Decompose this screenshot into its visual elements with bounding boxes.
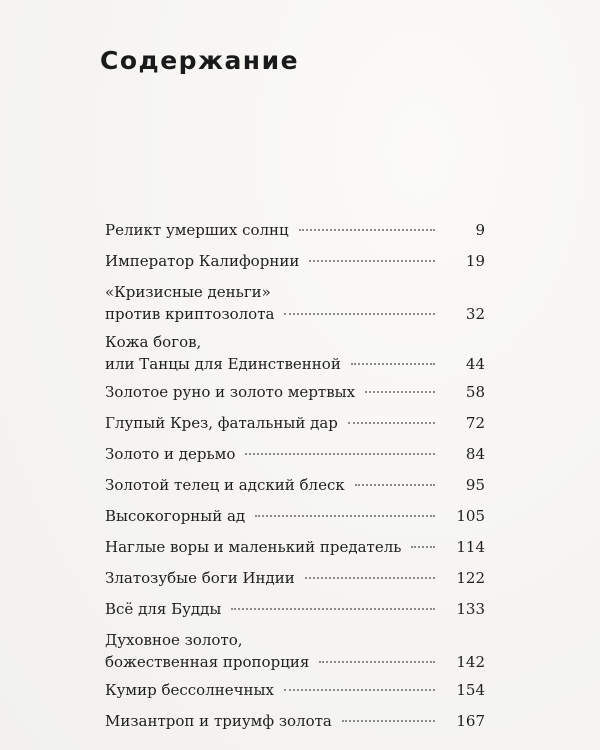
dot-leader [231,608,435,610]
toc-entry [105,536,485,567]
toc-entry-title: Реликт умерших солнц [105,221,289,239]
toc-entry [105,679,485,710]
dot-leader [245,453,435,455]
dot-leader [255,515,435,517]
toc-entry-title: Златозубые боги Индии [105,569,295,587]
toc-entry [105,474,485,505]
toc-page-number: 133 [456,600,485,618]
dot-leader [305,577,435,579]
toc-page-number: 32 [465,305,485,323]
dot-leader [411,546,435,548]
toc-entry-title: Император Калифорнии [105,252,300,270]
dot-leader [299,229,435,231]
toc-page-number: 58 [465,383,485,401]
toc-page-number: 114 [456,538,485,556]
toc-entry [105,629,485,679]
toc-page-number: 9 [475,221,485,239]
dot-leader [284,689,435,691]
toc-entry [105,381,485,412]
dot-leader [319,661,435,663]
toc-page-number: 167 [456,712,485,730]
toc-entry [105,412,485,443]
toc-page-number: 84 [465,445,485,463]
toc-entry-title: Золотое руно и золото мертвых [105,383,356,401]
page-title: Содержание [100,46,300,75]
toc-page-number: 72 [465,414,485,432]
toc-entry [105,250,485,281]
toc-page-number: 142 [456,653,485,671]
toc-page-number: 105 [456,507,485,525]
toc-entry-title-line1: Духовное золото, [105,631,243,649]
toc-entry [105,219,485,250]
toc-entry [105,567,485,598]
dot-leader [342,720,435,722]
toc-page-number: 154 [456,681,485,699]
table-of-contents [105,219,485,741]
toc-page-number: 122 [456,569,485,587]
toc-entry-title: Золото и дерьмо [105,445,236,463]
toc-entry-title: против криптозолота [105,305,275,323]
toc-entry-title: Всё для Будды [105,600,222,618]
toc-entry-title: Глупый Крез, фатальный дар [105,414,338,432]
toc-page-number: 95 [465,476,485,494]
toc-entry [105,598,485,629]
dot-leader [365,391,435,393]
dot-leader [348,422,435,424]
toc-entry [105,710,485,741]
toc-entry-title: Кумир бессолнечных [105,681,274,699]
toc-entry [105,281,485,331]
dot-leader [284,313,435,315]
dot-leader [351,363,435,365]
toc-entry-title: Высокогорный ад [105,507,246,525]
toc-page-number: 19 [465,252,485,270]
toc-entry-title-line1: «Кризисные деньги» [105,283,271,301]
toc-entry [105,443,485,474]
toc-entry-title: Мизантроп и триумф золота [105,712,332,730]
toc-entry [105,505,485,536]
dot-leader [309,260,435,262]
toc-page-number: 44 [465,355,485,373]
toc-entry-title: или Танцы для Единственной [105,355,341,373]
toc-entry-title: Наглые воры и маленький предатель [105,538,402,556]
toc-entry-title: божественная пропорция [105,653,310,671]
toc-entry-title: Золотой телец и адский блеск [105,476,345,494]
toc-entry [105,331,485,381]
toc-entry-title-line1: Кожа богов, [105,333,202,351]
dot-leader [355,484,435,486]
